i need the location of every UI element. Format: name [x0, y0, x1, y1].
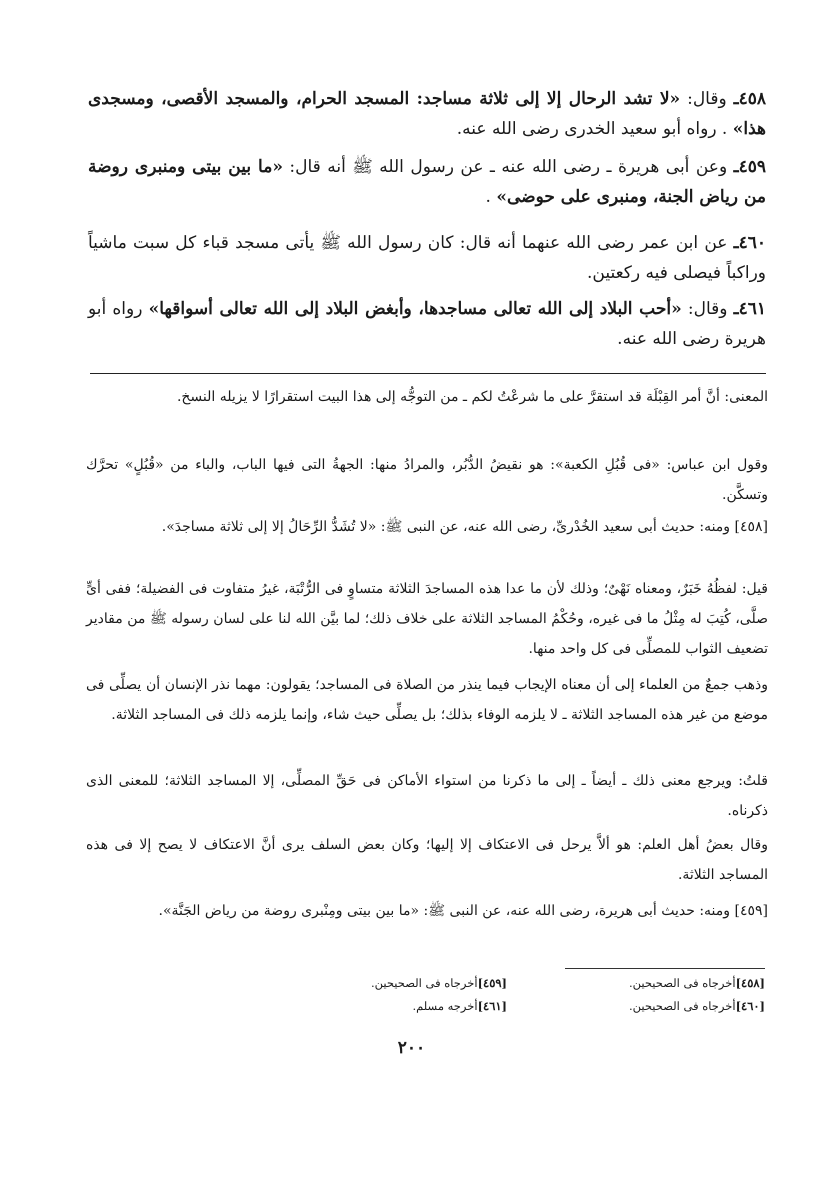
hadith-number: ٤٦١ـ: [733, 299, 767, 319]
hadith-intro: عن ابن عمر رضى الله عنهما أنه قال: كان رسول الله ﷺ يأتى مسجد قباء كل سبت ماشياً وراكباً فيصلى فيه ركعتين.: [88, 233, 766, 283]
hadith-narration: . رواه أبو سعيد الخدرى رضى الله عنه.: [456, 119, 728, 139]
footnote-number: [٤٥٨]: [735, 976, 765, 990]
footnote-text: أخرجاه فى الصحيحين.: [629, 999, 736, 1013]
footnote-459: [371, 974, 507, 992]
commentary-paragraph: قلتُ: ويرجع معنى ذلك ـ أيضاً ـ إلى ما ذكرنا من استواء الأماكن فى حَقِّ المصلِّى، إلا المساجد الثلاثة؛ للمعنى الذى ذكرناه.: [86, 773, 768, 819]
footnote-461: [412, 997, 507, 1015]
page-number: ٢٠٠: [397, 1038, 426, 1058]
commentary-paragraph: [٤٥٨] ومنه: حديث أبى سعيد الخُدْرىِّ، رضى الله عنه، عن النبى ﷺ: «لا تُشَدُّ الرِّحَالُ إلا إلى ثلاثة مساجدَ».: [161, 519, 768, 535]
hadith-459: [88, 152, 766, 212]
hadith-matn: «لا تشد الرحال إلا إلى ثلاثة مساجد: المسجد الحرام، والمسجد الأقصى، ومسجدى هذا»: [88, 89, 766, 139]
hadith-number: ٤٦٠ـ: [733, 233, 767, 253]
section-divider: [90, 373, 766, 374]
footnote-text: أخرجه مسلم.: [412, 999, 478, 1013]
hadith-intro: وعن أبى هريرة ـ رضى الله عنه ـ عن رسول الله ﷺ أنه قال:: [282, 157, 728, 177]
hadith-number: ٤٥٩ـ: [733, 157, 766, 177]
hadith-intro: وقال:: [681, 299, 728, 319]
commentary-paragraph: وقول ابن عباس: «فى قُبُلِ الكعبة»: هو نقيضُ الدُّبُر، والمرادُ منها: الجهةُ التى فيها الباب، والباء من «قُبُلٍ» تحرَّك وتسكَّن.: [86, 457, 768, 503]
footnote-divider: [565, 968, 765, 969]
footnote-460: [629, 997, 765, 1015]
hadith-460: [88, 228, 766, 288]
commentary-paragraph: وذهب جمعٌ من العلماء إلى أن معناه الإيجاب فيما ينذر من الصلاة فى المساجد؛ يقولون: مهما نذر الإنسان أن يصلِّى فى موضع من غير هذه المساجد الثلاثة ـ لا يلزمه الوفاء بذلك؛ بل يصلِّى حيث شاء، وإنما يلزمه ذلك فى المساجد الثلاثة.: [86, 677, 768, 723]
hadith-matn: «ما بين بيتى ومنبرى روضة من رياض الجنة، ومنبرى على حوضى»: [88, 157, 766, 207]
hadith-458: [88, 84, 766, 144]
commentary-paragraph: وقال بعضُ أهل العلم: هو ألاَّ يرحل فى الاعتكاف إلا إليها؛ وكان بعض السلف يرى أنَّ الاعتكاف لا يصح إلا فى هذه المساجد الثلاثة.: [86, 837, 768, 883]
commentary-paragraph: المعنى: أنَّ أمر القِبْلَة قد استقرَّ على ما شرعْتُ لكم ـ من التوجُّه إلى هذا البيت استقرارًا لا يزيله النسخ.: [176, 389, 768, 405]
footnote-458: [629, 974, 765, 992]
footnote-number: [٤٦٠]: [735, 999, 765, 1013]
commentary-paragraph: [٤٥٩] ومنه: حديث أبى هريرة، رضى الله عنه، عن النبى ﷺ: «ما بين بيتى ومِنْبرى روضة من رياض الجَنَّة».: [158, 903, 768, 919]
footnote-number: [٤٦١]: [477, 999, 507, 1013]
commentary-paragraph: قيل: لفظُهُ خَبَرٌ، ومعناه نَهْىٌ؛ وذلك لأن ما عدا هذه المساجدَ الثلاثة متساوٍ فى الرُّتْبَة، غيرُ متفاوت فى الفضيلة؛ ففى أىٍّ صلَّى، كُتِبَ له مِثْلُ ما فى غيره، وحُكْمُ المساجد الثلاثة على خلاف ذلك؛ لما بيَّن الله لنا على لسان رسوله ﷺ من مقادير تضعيف الثواب للمصلِّى فى كل واحد منها.: [86, 581, 768, 657]
hadith-number: ٤٥٨ـ: [733, 89, 767, 109]
hadith-narration: .: [485, 187, 491, 207]
footnote-text: أخرجاه فى الصحيحين.: [371, 976, 478, 990]
footnote-text: أخرجاه فى الصحيحين.: [629, 976, 736, 990]
hadith-narration: رواه أبو هريرة رضى الله عنه.: [88, 299, 766, 349]
hadith-intro: وقال:: [680, 89, 727, 109]
hadith-461: [88, 294, 766, 354]
footnote-number: [٤٥٩]: [477, 976, 507, 990]
hadith-matn: «أحب البلاد إلى الله تعالى مساجدها، وأبغض البلاد إلى الله تعالى أسواقها»: [148, 299, 682, 319]
